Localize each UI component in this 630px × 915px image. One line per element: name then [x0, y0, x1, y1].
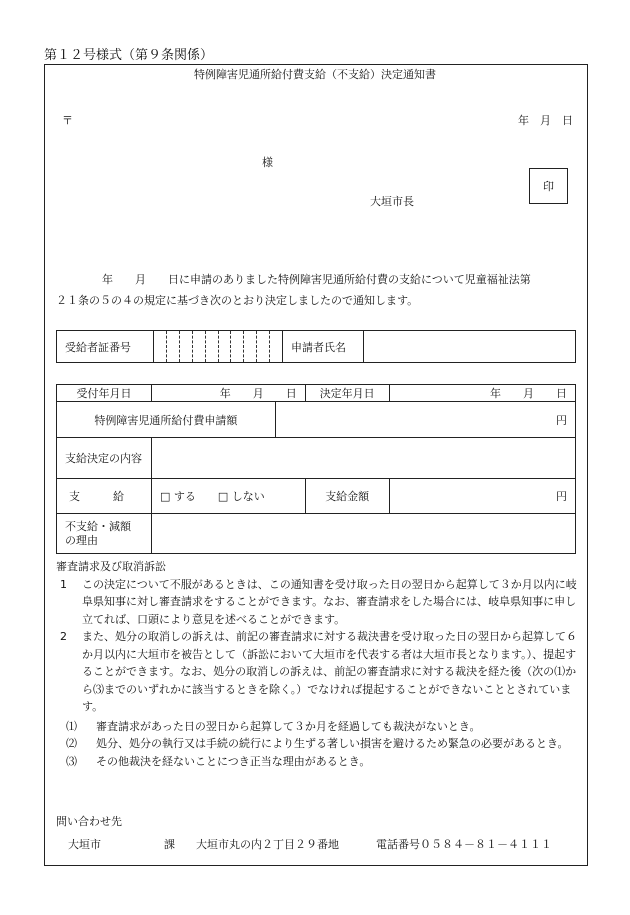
contact-heading: 問い合わせ先 [56, 815, 122, 828]
digit-cell [230, 331, 243, 362]
form-number: 第１２号様式（第９条関係） [44, 48, 214, 63]
decision-date-field[interactable]: 年 月 日 [389, 385, 575, 402]
sub-number: ⑴ [66, 719, 77, 733]
decision-content-label: 支給決定の内容 [57, 438, 152, 479]
digit-cell [166, 331, 179, 362]
sub-number: ⑶ [66, 754, 77, 768]
postal-mark: 〒 [62, 114, 73, 127]
decision-table [56, 384, 576, 554]
decision-content-field[interactable] [151, 438, 575, 479]
payment-label: 支 給 [57, 479, 152, 514]
body-text [56, 269, 576, 311]
digit-cell [205, 331, 218, 362]
recipient-table [56, 330, 576, 363]
sub-number: ⑵ [66, 737, 77, 750]
payment-options[interactable]: □ する □ しない [151, 479, 305, 514]
digit-cell [269, 331, 282, 362]
sub-text: 審査請求があった日の翌日から起算して３か月を経過しても裁決がないとき。 [96, 719, 481, 733]
decision-date-label: 決定年月日 [305, 385, 389, 402]
appeal-item-1 [56, 576, 586, 629]
recipient-id-label: 受給者証番号 [57, 331, 154, 363]
payment-amount-label: 支給金額 [305, 479, 389, 514]
digit-cell [192, 331, 205, 362]
appeal-sub-1 [56, 718, 586, 736]
claim-amount-label: 特例障害児通所給付費申請額 [57, 402, 276, 438]
sub-text: その他裁決を経ないことにつき正当な理由があるとき。 [96, 754, 371, 768]
contact-phone: 電話番号０５８４－８１－４１１１ [376, 838, 552, 851]
digit-cell [256, 331, 269, 362]
digit-cell [179, 331, 192, 362]
appeal-notes [56, 558, 586, 770]
item-number: 2 [60, 630, 67, 643]
appeal-sub-3 [56, 753, 586, 771]
payment-amount-field[interactable] [389, 479, 575, 514]
contact-section: 課 [164, 838, 175, 851]
seal-box [529, 168, 568, 204]
claim-amount-field[interactable] [275, 402, 575, 438]
honorific: 様 [262, 156, 273, 169]
reason-field[interactable] [151, 514, 575, 554]
issuer-name: 大垣市長 [370, 195, 414, 208]
item-text: また、処分の取消しの訴えは、前記の審査請求に対する裁決書を受け取った日の翌日から起算して６か月以内に大垣市を被告として（訴訟において大垣市を代表する者は大垣市長となります。）、提起することができます。なお、処分の取消しの訴えは、前記の審査請求に対する裁決を経た後（次の⑴から⑶までのいずれかに該当するときを除く。）でなければ提起することができないこととされています。 [82, 630, 577, 713]
appeal-sub-2 [56, 735, 586, 753]
yen-unit: 円 [556, 490, 567, 503]
appeal-item-2 [56, 628, 586, 716]
sub-text: 処分、処分の執行又は手続の続行により生ずる著しい損害を避けるため緊急の必要があるとき。 [96, 737, 569, 750]
reason-label-line-1: 不支給・減額 [65, 519, 131, 533]
issue-date: 年 月 日 [518, 114, 573, 127]
digit-cell [243, 331, 256, 362]
digit-cell [154, 331, 166, 362]
recipient-id-digits[interactable] [154, 331, 283, 363]
document-title: 特例障害児通所給付費支給（不支給）決定通知書 [194, 68, 436, 81]
receipt-date-field[interactable]: 年 月 日 [151, 385, 305, 402]
reason-label-line-2: の理由 [65, 533, 98, 547]
contact-city: 大垣市 [68, 838, 101, 851]
seal-label: 印 [543, 180, 554, 193]
item-number: 1 [60, 577, 67, 591]
receipt-date-label: 受付年月日 [57, 385, 152, 402]
appeal-heading: 審査請求及び取消訴訟 [56, 560, 166, 573]
item-text: この決定について不服があるときは、この通知書を受け取った日の翌日から起算して３か月以内に岐阜県知事に対し審査請求をすることができます。なお、審査請求をした場合には、岐阜県知事に申し立てれば、口頭により意見を述べることができます。 [82, 577, 577, 626]
applicant-name-field[interactable] [364, 331, 576, 363]
contact-address: 大垣市丸の内２丁目２９番地 [196, 838, 339, 851]
body-text-line-1: 年 月 日に申請のありました特例障害児通所給付費の支給について児童福祉法第 [102, 273, 531, 286]
reason-label [57, 514, 152, 554]
applicant-name-label: 申請者氏名 [283, 331, 364, 363]
yen-unit: 円 [556, 413, 567, 427]
digit-cell [218, 331, 231, 362]
body-text-line-2: ２１条の５の４の規定に基づき次のとおり決定しましたので通知します。 [56, 294, 419, 307]
